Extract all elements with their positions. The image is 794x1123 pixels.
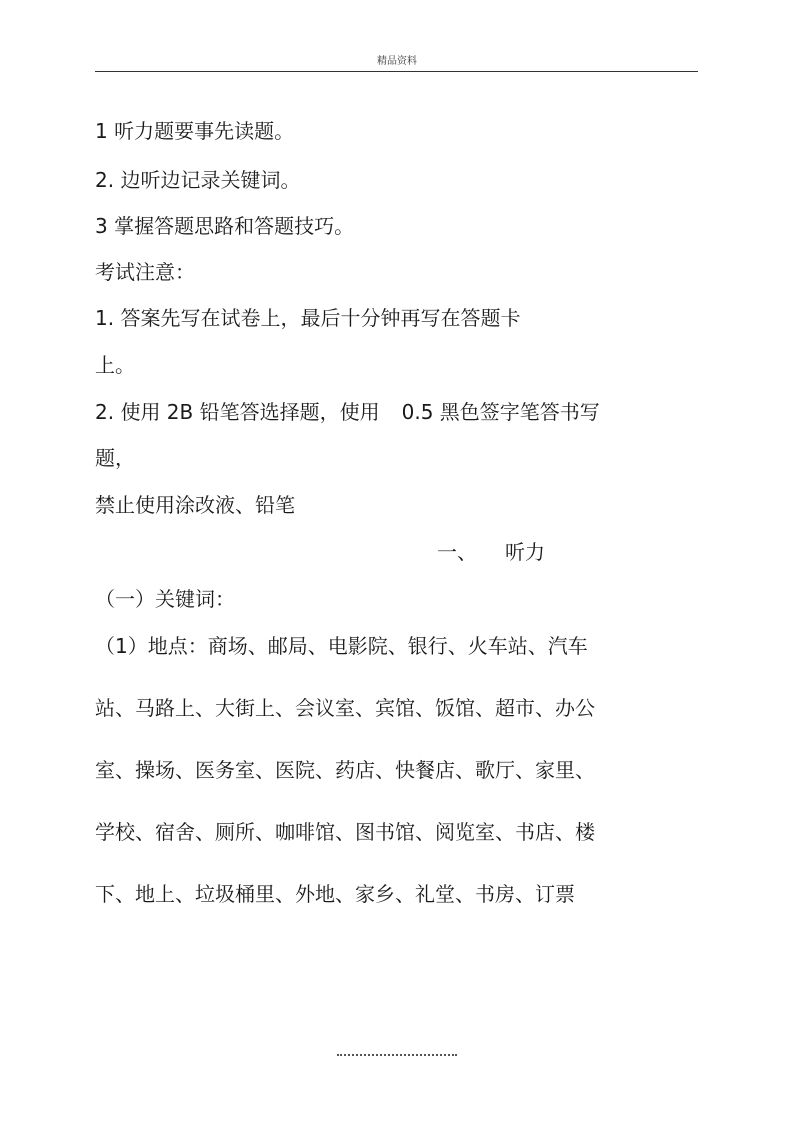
places-line-5: 下、地上、垃圾桶里、外地、家乡、礼堂、书房、订票 (95, 882, 575, 906)
tip-line-2: 2. 边听边记录关键词。 (95, 168, 301, 192)
notice-item-3: 禁止使用涂改液、铅笔 (95, 493, 295, 517)
notice-item-1-line-2: 上。 (95, 353, 135, 377)
places-line-1: （1）地点：商场、邮局、电影院、银行、火车站、汽车 (95, 634, 588, 658)
notice-title: 考试注意： (95, 260, 195, 284)
notice-item-2-part-2: 0.5 黑色签字笔答书写 (401, 400, 600, 424)
tip-line-3: 3 掌握答题思路和答题技巧。 (95, 214, 355, 238)
places-line-4: 学校、宿舍、厕所、咖啡馆、图书馆、阅览室、书店、楼 (95, 820, 595, 844)
notice-item-1-line-1: 1. 答案先写在试卷上，最后十分钟再写在答题卡 (95, 306, 521, 330)
section-title: 听力 (505, 540, 545, 564)
places-line-3: 室、操场、医务室、医院、药店、快餐店、歌厅、家里、 (95, 758, 595, 782)
page-header-text: 精品资料 (377, 56, 417, 67)
places-line-2: 站、马路上、大街上、会议室、宾馆、饭馆、超市、办公 (95, 696, 595, 720)
tip-line-1: 1 听力题要事先读题。 (95, 119, 295, 143)
notice-item-2-part-1: 2. 使用 2B 铅笔答选择题，使用 (95, 400, 380, 424)
section-number: 一、 (437, 540, 477, 564)
header-divider (95, 71, 698, 72)
footer-dotted-divider (337, 1054, 457, 1056)
notice-item-2-line-1 (95, 400, 600, 424)
keywords-title: （一）关键词： (95, 587, 235, 611)
notice-item-2-line-2: 题， (95, 446, 135, 470)
section-heading (437, 540, 545, 564)
